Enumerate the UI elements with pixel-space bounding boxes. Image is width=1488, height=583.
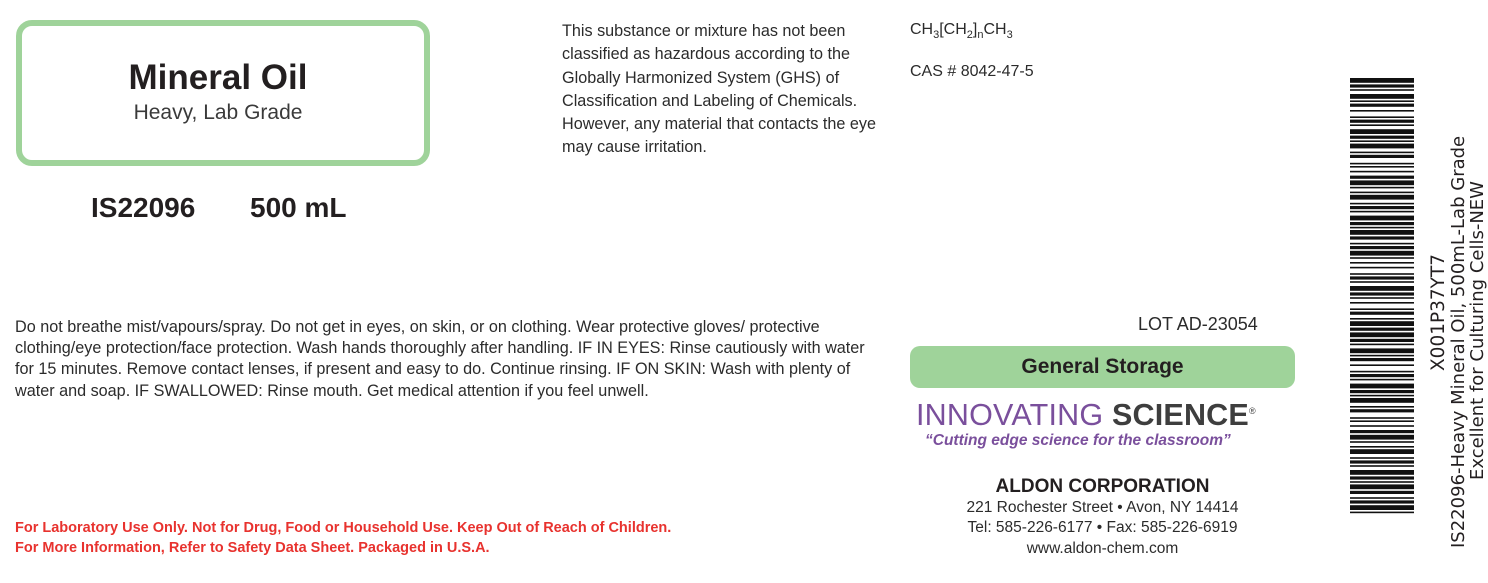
barcode-bar (1350, 78, 1414, 83)
barcode-bar (1350, 152, 1414, 154)
barcode-bar (1350, 195, 1414, 200)
barcode-bar (1350, 460, 1414, 463)
barcode-bar (1350, 312, 1414, 315)
product-size: 500 mL (250, 192, 347, 223)
barcode-bar (1350, 500, 1414, 503)
barcode-bar (1350, 512, 1414, 514)
barcode-bar (1350, 441, 1414, 443)
barcode-bar (1350, 89, 1414, 91)
barcode (1350, 78, 1414, 516)
barcode-bar (1350, 332, 1414, 337)
warning-line-1: For Laboratory Use Only. Not for Drug, Food or Household Use. Keep Out of Reach of Children. (15, 520, 672, 536)
barcode-bar (1350, 406, 1414, 408)
barcode-bar (1350, 171, 1414, 173)
barcode-bar (1350, 155, 1414, 158)
barcode-bar (1350, 94, 1414, 99)
barcode-description-2: Excellent for Culturing Cells-NEW (1467, 181, 1488, 480)
barcode-bar (1350, 236, 1414, 239)
barcode-bar (1350, 339, 1414, 342)
barcode-bar (1350, 192, 1414, 194)
barcode-bar (1350, 355, 1414, 357)
barcode-bar (1350, 476, 1414, 479)
barcode-bar (1350, 227, 1414, 229)
chemical-formula: $CH_3[CH_2]_nCH_3$ (910, 21, 1013, 42)
barcode-bar (1350, 262, 1414, 264)
barcode-bar (1350, 281, 1414, 283)
barcode-bar (1350, 243, 1414, 245)
barcode-bar (1350, 435, 1414, 440)
barcode-bar (1350, 211, 1414, 213)
barcode-bar (1350, 318, 1414, 320)
cas-number: CAS # 8042-47-5 (910, 63, 1034, 80)
barcode-bar (1350, 166, 1414, 168)
barcode-bar (1350, 481, 1414, 483)
barcode-bar (1350, 371, 1414, 373)
barcode-description: IS22096-Heavy Mineral Oil, 500mL-Lab Grade (1448, 135, 1469, 548)
storage-label: General Storage (1021, 355, 1184, 378)
barcode-bar (1350, 257, 1414, 259)
barcode-bar (1350, 302, 1414, 304)
barcode-bar (1350, 491, 1414, 494)
barcode-bar (1350, 206, 1414, 209)
storage-badge (910, 346, 1295, 388)
barcode-bar (1350, 420, 1414, 422)
barcode-bar (1350, 187, 1414, 189)
barcode-bar (1350, 251, 1414, 256)
barcode-bar (1350, 222, 1414, 225)
barcode-bar (1350, 505, 1414, 510)
barcode-bar (1350, 84, 1414, 87)
barcode-bar (1350, 163, 1414, 165)
barcode-bar (1350, 176, 1414, 179)
barcode-bar (1350, 110, 1414, 112)
brand-tagline: “Cutting edge science for the classroom” (925, 432, 1231, 449)
barcode-bar (1350, 308, 1414, 310)
barcode-bar (1350, 246, 1414, 249)
barcode-bar (1350, 120, 1414, 123)
barcode-bar (1350, 136, 1414, 139)
lot-number: LOT AD-23054 (1138, 314, 1258, 334)
barcode-bar (1350, 344, 1414, 346)
barcode-bar (1350, 358, 1414, 361)
brand-word-science: SCIENCE (1111, 398, 1249, 432)
fnsku-code: X001P37YT7 (1428, 253, 1449, 371)
barcode-bar (1350, 140, 1414, 142)
barcode-bar (1350, 124, 1414, 126)
barcode-bar (1350, 417, 1414, 419)
barcode-bar (1350, 446, 1414, 448)
barcode-bar (1350, 384, 1414, 389)
barcode-bar (1350, 276, 1414, 279)
barcode-bar (1350, 100, 1414, 102)
barcode-bar (1350, 230, 1414, 235)
barcode-bar (1350, 292, 1414, 295)
barcode-bar (1350, 328, 1414, 331)
barcode-bar (1350, 104, 1414, 107)
barcode-bar (1350, 144, 1414, 149)
barcode-bar (1350, 348, 1414, 353)
barcode-bar (1350, 425, 1414, 427)
barcode-bar (1350, 470, 1414, 475)
brand-word-innovating: INNOVATING (916, 398, 1112, 432)
product-grade: Heavy, Lab Grade (133, 101, 303, 124)
company-website: www.aldon-chem.com (1026, 540, 1179, 557)
hazard-statement: This substance or mixture has not been classified as hazardous according to the Globally Harmonized System (GHS) of Classification and Labeling of Chemicals. However, any material that contacts the eye may cause irritation. (562, 22, 877, 157)
barcode-bar (1350, 216, 1414, 221)
barcode-bar (1350, 286, 1414, 291)
company-phone: Tel: 585-226-6177 • Fax: 585-226-6919 (967, 519, 1238, 536)
barcode-bar (1350, 398, 1414, 403)
barcode-bar (1350, 273, 1414, 275)
barcode-bar (1350, 203, 1414, 205)
company-address: 221 Rochester Street • Avon, NY 14414 (966, 499, 1239, 516)
brand-logo (916, 398, 1256, 433)
barcode-bar (1350, 374, 1414, 377)
warning-line-2: For More Information, Refer to Safety Data Sheet. Packaged in U.S.A. (15, 540, 490, 556)
barcode-bar (1350, 116, 1414, 118)
barcode-bar (1350, 129, 1414, 134)
barcode-bar (1350, 465, 1414, 467)
barcode-bar (1350, 364, 1414, 366)
barcode-bar (1350, 449, 1414, 454)
registered-mark: ® (1248, 405, 1256, 416)
company-name: ALDON CORPORATION (995, 476, 1210, 497)
catalog-number: IS22096 (91, 192, 196, 223)
barcode-bar (1350, 457, 1414, 459)
barcode-bar (1350, 297, 1414, 299)
barcode-bar (1350, 321, 1414, 326)
barcode-bar (1350, 430, 1414, 433)
barcode-bar (1350, 484, 1414, 489)
barcode-bar (1350, 409, 1414, 412)
barcode-bar (1350, 180, 1414, 185)
product-title: Mineral Oil (128, 58, 308, 97)
precautionary-statements: Do not breathe mist/vapours/spray. Do not get in eyes, on skin, or on clothing. Wear protective gloves/ protective clothing/eye protection/face protection. Wash hands thoroughly after handling. IF IN EYES: Rinse cautiously with water for 15 minutes. Remove contact lenses, if present and easy to do. Continue rinsing. IF ON SKIN: Wash with plenty of water and soap. IF SWALLOWED: Rinse mouth. Get medical attention if you feel unwell. (15, 318, 865, 400)
barcode-bar (1350, 390, 1414, 393)
barcode-bar (1350, 267, 1414, 269)
barcode-bar (1350, 379, 1414, 381)
barcode-bar (1350, 497, 1414, 499)
barcode-bar (1350, 395, 1414, 397)
